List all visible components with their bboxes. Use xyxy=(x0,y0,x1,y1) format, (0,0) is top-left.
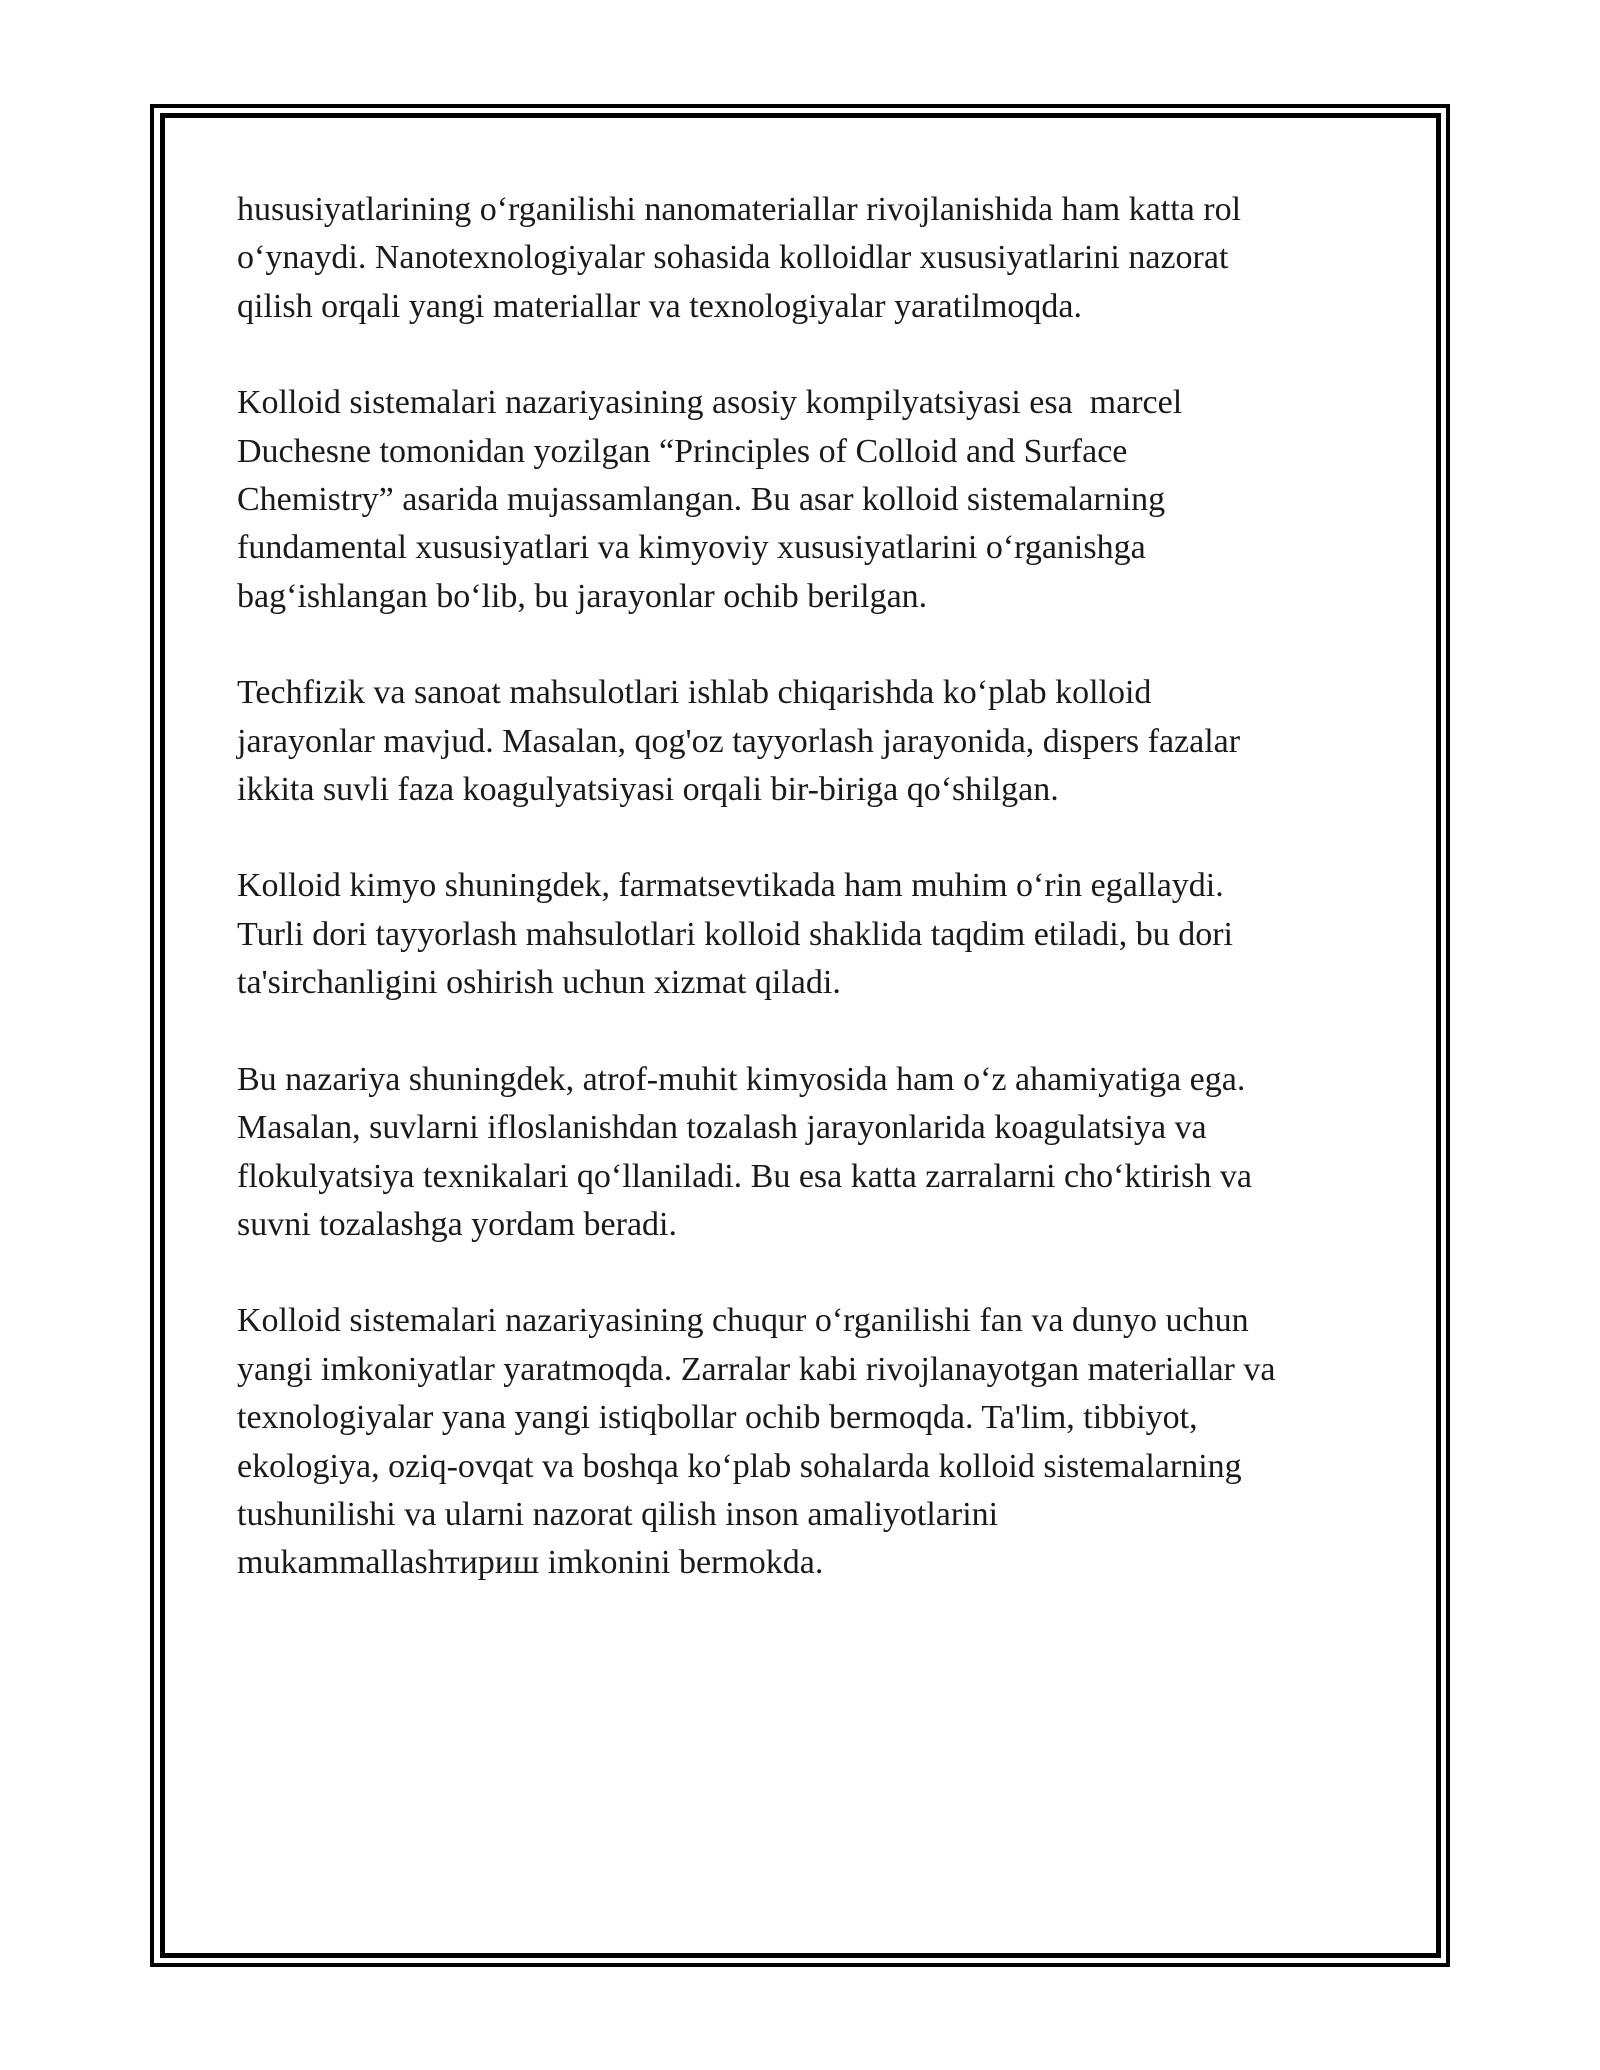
text-line: ekologiya, oziq-ovqat va boshqa ko‘plab sohalarda kolloid sistemalarning xyxy=(237,1447,1242,1485)
text-line: texnologiyalar yana yangi istiqbollar ochib bermoqda. Ta'lim, tibbiyot, xyxy=(237,1399,1198,1437)
text-line: ikkita suvli faza koagulyatsiyasi orqali bir-biriga qo‘shilgan. xyxy=(237,771,1059,809)
paragraph-4 xyxy=(237,862,1367,1007)
text-line: Kolloid kimyo shuningdek, farmatsevtikada ham muhim o‘rin egallaydi. xyxy=(237,867,1224,905)
text-line: tushunilishi va ularni nazorat qilish inson amaliyotlarini xyxy=(237,1495,999,1533)
text-line: Techfizik va sanoat mahsulotlari ishlab chiqarishda ko‘plab kolloid xyxy=(237,674,1152,712)
text-line: yangi imkoniyatlar yaratmoqda. Zarralar kabi rivojlanayotgan materiallar va xyxy=(237,1350,1276,1388)
text-line: flokulyatsiya texnikalari qo‘llaniladi. Bu esa katta zarralarni cho‘ktirish va xyxy=(237,1157,1252,1195)
text-line: Duchesne tomonidan yozilgan “Principles of Colloid and Surface xyxy=(237,432,1128,470)
text-line: fundamental xususiyatlari va kimyoviy xususiyatlarini o‘rganishga xyxy=(237,529,1146,567)
text-line: o‘ynaydi. Nanotexnologiyalar sohasida kolloidlar xususiyatlarini nazorat xyxy=(237,239,1229,277)
document-body xyxy=(237,186,1367,1636)
text-line: hususiyatlarining o‘rganilishi nanomateriallar rivojlanishida ham katta rol xyxy=(237,191,1242,228)
text-line: mukammallashтириш imkonini bermokda. xyxy=(237,1544,824,1582)
text-line: ta'sirchanligini oshirish uchun xizmat qiladi. xyxy=(237,964,841,1002)
paragraph-2 xyxy=(237,379,1367,621)
paragraph-3 xyxy=(237,669,1367,814)
text-line: Chemistry” asarida mujassamlangan. Bu asar kolloid sistemalarning xyxy=(237,481,1166,519)
text-line: Kolloid sistemalari nazariyasining asosiy kompilyatsiyasi esa marcel xyxy=(237,384,1183,422)
text-line: jarayonlar mavjud. Masalan, qog'oz tayyorlash jarayonida, dispers fazalar xyxy=(237,722,1241,760)
text-line: Bu nazariya shuningdek, atrof-muhit kimyosida ham o‘z ahamiyatiga ega. xyxy=(237,1060,1246,1098)
text-line: Kolloid sistemalari nazariyasining chuqur o‘rganilishi fan va dunyo uchun xyxy=(237,1302,1249,1340)
paragraph-6 xyxy=(237,1297,1367,1587)
paragraph-1 xyxy=(237,186,1367,331)
text-line: qilish orqali yangi materiallar va texnologiyalar yaratilmoqda. xyxy=(237,287,1083,325)
paragraph-5 xyxy=(237,1056,1367,1250)
text-line: Turli dori tayyorlash mahsulotlari kolloid shaklida taqdim etiladi, bu dori xyxy=(237,915,1233,953)
text-line: bag‘ishlangan bo‘lib, bu jarayonlar ochib berilgan. xyxy=(237,577,928,615)
text-line: Masalan, suvlarni ifloslanishdan tozalash jarayonlarida koagulatsiya va xyxy=(237,1109,1207,1147)
text-line: suvni tozalashga yordam beradi. xyxy=(237,1205,677,1243)
